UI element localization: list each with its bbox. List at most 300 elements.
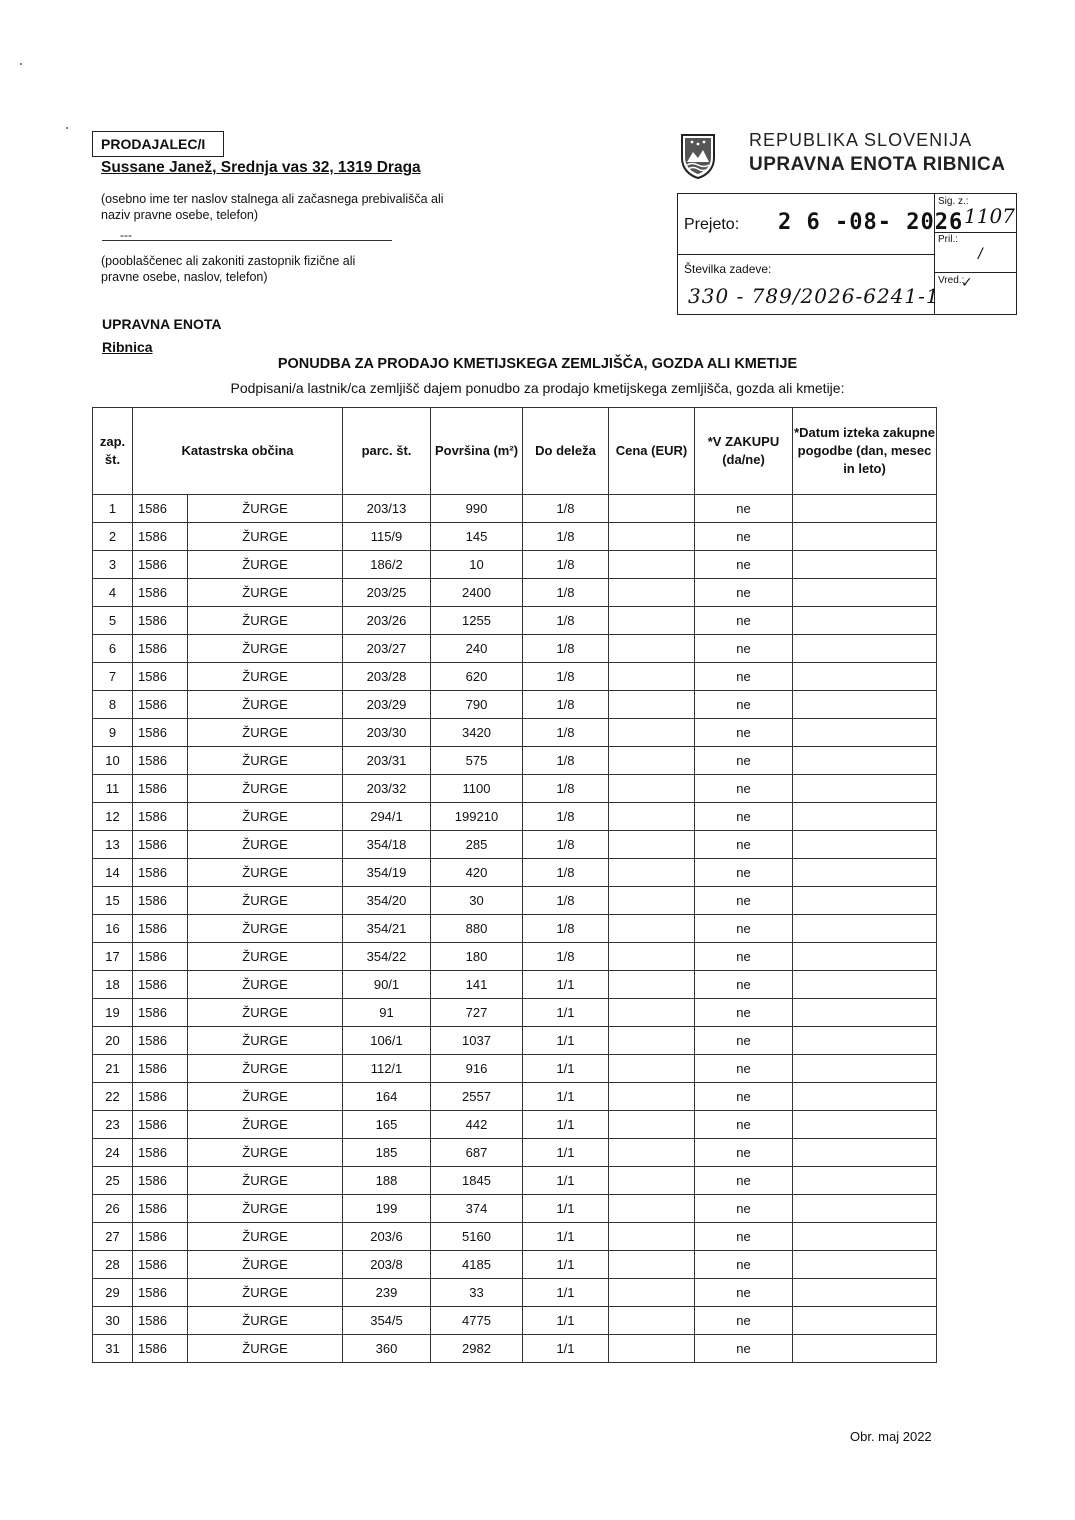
row-number: 8: [93, 691, 133, 719]
ownership-share: 1/8: [523, 579, 609, 607]
row-number: 3: [93, 551, 133, 579]
table-row: [93, 971, 937, 999]
representative-hint-line-2: pravne osebe, naslov, telefon): [101, 270, 268, 284]
parcel-area: 3420: [431, 719, 523, 747]
lease-end-date: [793, 1139, 937, 1167]
header-share: Do deleža: [523, 408, 609, 495]
ownership-share: 1/8: [523, 523, 609, 551]
price-cell: [609, 1335, 695, 1363]
cadastral-name: ŽURGE: [188, 1027, 343, 1055]
representative-value: ---: [120, 228, 132, 242]
table-row: [93, 579, 937, 607]
table-row: [93, 691, 937, 719]
ownership-share: 1/8: [523, 635, 609, 663]
price-cell: [609, 887, 695, 915]
lease-status: ne: [695, 1139, 793, 1167]
row-number: 5: [93, 607, 133, 635]
parcel-area: 1845: [431, 1167, 523, 1195]
parcel-number: 203/8: [343, 1251, 431, 1279]
parcel-area: 990: [431, 495, 523, 523]
row-number: 10: [93, 747, 133, 775]
lease-end-date: [793, 1167, 937, 1195]
cadastral-code: 1586: [133, 1195, 188, 1223]
ownership-share: 1/1: [523, 1167, 609, 1195]
lease-status: ne: [695, 859, 793, 887]
cadastral-name: ŽURGE: [188, 887, 343, 915]
parcel-number: 203/30: [343, 719, 431, 747]
lease-end-date: [793, 803, 937, 831]
cadastral-code: 1586: [133, 943, 188, 971]
cadastral-name: ŽURGE: [188, 691, 343, 719]
lease-status: ne: [695, 887, 793, 915]
lease-end-date: [793, 1027, 937, 1055]
header-lease-end: *Datum izteka zakupne pogodbe (dan, mesec in leto): [793, 408, 937, 495]
price-cell: [609, 1251, 695, 1279]
cadastral-code: 1586: [133, 551, 188, 579]
cadastral-name: ŽURGE: [188, 551, 343, 579]
ownership-share: 1/1: [523, 971, 609, 999]
row-number: 11: [93, 775, 133, 803]
parcel-area: 4775: [431, 1307, 523, 1335]
table-row: [93, 915, 937, 943]
cadastral-code: 1586: [133, 1139, 188, 1167]
table-row: [93, 1223, 937, 1251]
ownership-share: 1/8: [523, 495, 609, 523]
scan-speck: [66, 127, 68, 129]
price-cell: [609, 803, 695, 831]
value-label: Vred.:: [938, 275, 965, 286]
cadastral-code: 1586: [133, 859, 188, 887]
price-cell: [609, 747, 695, 775]
ownership-share: 1/8: [523, 831, 609, 859]
row-number: 19: [93, 999, 133, 1027]
parcel-number: 203/31: [343, 747, 431, 775]
lease-status: ne: [695, 551, 793, 579]
lease-status: ne: [695, 1111, 793, 1139]
lease-status: ne: [695, 971, 793, 999]
lease-end-date: [793, 495, 937, 523]
table-row: [93, 523, 937, 551]
price-cell: [609, 1167, 695, 1195]
lease-end-date: [793, 579, 937, 607]
parcel-area: 727: [431, 999, 523, 1027]
row-number: 14: [93, 859, 133, 887]
representative-hint: [101, 253, 355, 285]
ownership-share: 1/1: [523, 1195, 609, 1223]
parcel-area: 420: [431, 859, 523, 887]
price-cell: [609, 719, 695, 747]
cadastral-name: ŽURGE: [188, 915, 343, 943]
lease-status: ne: [695, 915, 793, 943]
parcel-area: 1100: [431, 775, 523, 803]
lease-status: ne: [695, 1055, 793, 1083]
price-cell: [609, 663, 695, 691]
price-cell: [609, 999, 695, 1027]
table-row: [93, 859, 937, 887]
addressee-label: UPRAVNA ENOTA: [102, 316, 222, 332]
cadastral-name: ŽURGE: [188, 495, 343, 523]
cadastral-name: ŽURGE: [188, 579, 343, 607]
ownership-share: 1/1: [523, 1055, 609, 1083]
lease-status: ne: [695, 999, 793, 1027]
row-number: 4: [93, 579, 133, 607]
lease-end-date: [793, 1223, 937, 1251]
lease-status: ne: [695, 1335, 793, 1363]
parcel-number: 354/5: [343, 1307, 431, 1335]
lease-status: ne: [695, 747, 793, 775]
lease-status: ne: [695, 1083, 793, 1111]
row-number: 21: [93, 1055, 133, 1083]
parcel-number: 199: [343, 1195, 431, 1223]
lease-end-date: [793, 551, 937, 579]
cadastral-code: 1586: [133, 495, 188, 523]
price-cell: [609, 607, 695, 635]
lease-status: ne: [695, 1223, 793, 1251]
ownership-share: 1/1: [523, 1027, 609, 1055]
seller-name-hint-line-2: naziv pravne osebe, telefon): [101, 208, 259, 222]
value-check-mark: ✓: [961, 274, 973, 290]
cadastral-code: 1586: [133, 971, 188, 999]
ownership-share: 1/8: [523, 663, 609, 691]
parcel-area: 199210: [431, 803, 523, 831]
parcel-number: 203/27: [343, 635, 431, 663]
form-title: PONUDBA ZA PRODAJO KMETIJSKEGA ZEMLJIŠČA, GOZDA ALI KMETIJE: [277, 356, 798, 372]
price-cell: [609, 635, 695, 663]
administrative-unit-name: UPRAVNA ENOTA RIBNICA: [749, 154, 1006, 175]
table-row: [93, 635, 937, 663]
cadastral-name: ŽURGE: [188, 971, 343, 999]
lease-status: ne: [695, 803, 793, 831]
attachments-value: /: [978, 246, 983, 263]
row-number: 28: [93, 1251, 133, 1279]
price-cell: [609, 971, 695, 999]
row-number: 6: [93, 635, 133, 663]
parcel-number: 203/25: [343, 579, 431, 607]
parcel-area: 2400: [431, 579, 523, 607]
attachments-label: Pril.:: [938, 234, 958, 245]
parcel-area: 141: [431, 971, 523, 999]
price-cell: [609, 943, 695, 971]
ownership-share: 1/8: [523, 859, 609, 887]
lease-status: ne: [695, 1195, 793, 1223]
parcel-number: 203/29: [343, 691, 431, 719]
stamp-divider: [678, 254, 934, 255]
table-row: [93, 887, 937, 915]
table-header-row: [93, 408, 937, 495]
parcel-area: 880: [431, 915, 523, 943]
ownership-share: 1/1: [523, 1251, 609, 1279]
coat-of-arms-icon: [679, 132, 717, 180]
table-row: [93, 775, 937, 803]
cadastral-code: 1586: [133, 1279, 188, 1307]
seller-name-hint: [101, 191, 444, 223]
row-number: 25: [93, 1167, 133, 1195]
parcel-area: 575: [431, 747, 523, 775]
cadastral-name: ŽURGE: [188, 1055, 343, 1083]
row-number: 15: [93, 887, 133, 915]
parcel-number: 165: [343, 1111, 431, 1139]
case-number: 330 - 789/2026-6241-1: [688, 284, 940, 308]
parcel-number: 354/20: [343, 887, 431, 915]
cadastral-name: ŽURGE: [188, 1307, 343, 1335]
cadastral-name: ŽURGE: [188, 775, 343, 803]
cadastral-name: ŽURGE: [188, 1167, 343, 1195]
cadastral-code: 1586: [133, 607, 188, 635]
lease-status: ne: [695, 719, 793, 747]
parcel-number: 164: [343, 1083, 431, 1111]
lease-end-date: [793, 663, 937, 691]
parcel-table: [92, 407, 937, 1363]
parcel-area: 790: [431, 691, 523, 719]
cadastral-name: ŽURGE: [188, 663, 343, 691]
addressee-name: Ribnica: [102, 339, 153, 355]
ownership-share: 1/8: [523, 719, 609, 747]
lease-status: ne: [695, 775, 793, 803]
lease-end-date: [793, 747, 937, 775]
header-cadastral: Katastrska občina: [133, 408, 343, 495]
case-number-label: Številka zadeve:: [684, 262, 772, 276]
cadastral-name: ŽURGE: [188, 607, 343, 635]
parcel-area: 442: [431, 1111, 523, 1139]
row-number: 31: [93, 1335, 133, 1363]
ownership-share: 1/1: [523, 1111, 609, 1139]
lease-end-date: [793, 831, 937, 859]
lease-end-date: [793, 1279, 937, 1307]
stamp-divider: [934, 272, 1016, 273]
header-parcel: parc. št.: [343, 408, 431, 495]
cadastral-name: ŽURGE: [188, 943, 343, 971]
lease-end-date: [793, 999, 937, 1027]
parcel-number: 203/13: [343, 495, 431, 523]
cadastral-name: ŽURGE: [188, 1083, 343, 1111]
ownership-share: 1/8: [523, 915, 609, 943]
parcel-number: 186/2: [343, 551, 431, 579]
cadastral-code: 1586: [133, 523, 188, 551]
cadastral-name: ŽURGE: [188, 831, 343, 859]
lease-end-date: [793, 915, 937, 943]
parcel-area: 5160: [431, 1223, 523, 1251]
table-row: [93, 551, 937, 579]
seller-name-address: Sussane Janež, Srednja vas 32, 1319 Draga: [101, 159, 421, 176]
ownership-share: 1/8: [523, 887, 609, 915]
cadastral-code: 1586: [133, 635, 188, 663]
parcel-number: 203/28: [343, 663, 431, 691]
lease-end-date: [793, 971, 937, 999]
header-price: Cena (EUR): [609, 408, 695, 495]
row-number: 29: [93, 1279, 133, 1307]
parcel-area: 2557: [431, 1083, 523, 1111]
lease-end-date: [793, 943, 937, 971]
cadastral-name: ŽURGE: [188, 1251, 343, 1279]
parcel-area: 30: [431, 887, 523, 915]
lease-status: ne: [695, 663, 793, 691]
cadastral-code: 1586: [133, 579, 188, 607]
lease-end-date: [793, 523, 937, 551]
lease-status: ne: [695, 635, 793, 663]
form-subtitle: Podpisani/a lastnik/ca zemljišč dajem ponudbo za prodajo kmetijskega zemljišča, gozda ali kmetije:: [230, 380, 845, 396]
parcel-area: 33: [431, 1279, 523, 1307]
parcel-area: 180: [431, 943, 523, 971]
sig-label: Sig. z.:: [938, 196, 969, 207]
cadastral-code: 1586: [133, 1055, 188, 1083]
row-number: 9: [93, 719, 133, 747]
lease-end-date: [793, 1195, 937, 1223]
cadastral-name: ŽURGE: [188, 747, 343, 775]
table-row: [93, 747, 937, 775]
row-number: 27: [93, 1223, 133, 1251]
lease-status: ne: [695, 1167, 793, 1195]
lease-status: ne: [695, 943, 793, 971]
representative-line: [102, 240, 392, 241]
parcel-number: 90/1: [343, 971, 431, 999]
price-cell: [609, 1279, 695, 1307]
table-row: [93, 663, 937, 691]
parcel-area: 620: [431, 663, 523, 691]
parcel-number: 294/1: [343, 803, 431, 831]
cadastral-name: ŽURGE: [188, 1111, 343, 1139]
ownership-share: 1/8: [523, 607, 609, 635]
table-row: [93, 607, 937, 635]
row-number: 23: [93, 1111, 133, 1139]
ownership-share: 1/8: [523, 551, 609, 579]
parcel-area: 1037: [431, 1027, 523, 1055]
parcel-number: 91: [343, 999, 431, 1027]
row-number: 16: [93, 915, 133, 943]
cadastral-code: 1586: [133, 719, 188, 747]
seller-name-hint-line-1: (osebno ime ter naslov stalnega ali začasnega prebivališča ali: [101, 192, 444, 206]
lease-end-date: [793, 1251, 937, 1279]
ownership-share: 1/8: [523, 691, 609, 719]
row-number: 22: [93, 1083, 133, 1111]
lease-status: ne: [695, 691, 793, 719]
table-row: [93, 1111, 937, 1139]
table-row: [93, 1335, 937, 1363]
header-area: Površina (m²): [431, 408, 523, 495]
price-cell: [609, 1055, 695, 1083]
cadastral-code: 1586: [133, 747, 188, 775]
lease-status: ne: [695, 1279, 793, 1307]
row-number: 2: [93, 523, 133, 551]
ownership-share: 1/1: [523, 1335, 609, 1363]
row-number: 13: [93, 831, 133, 859]
parcel-number: 360: [343, 1335, 431, 1363]
table-row: [93, 1251, 937, 1279]
parcel-area: 10: [431, 551, 523, 579]
price-cell: [609, 859, 695, 887]
cadastral-code: 1586: [133, 1223, 188, 1251]
lease-end-date: [793, 607, 937, 635]
cadastral-code: 1586: [133, 915, 188, 943]
parcel-area: 285: [431, 831, 523, 859]
ownership-share: 1/1: [523, 1083, 609, 1111]
cadastral-name: ŽURGE: [188, 523, 343, 551]
received-date: 2 6 -08- 2026: [778, 210, 964, 235]
cadastral-name: ŽURGE: [188, 803, 343, 831]
cadastral-code: 1586: [133, 887, 188, 915]
row-number: 24: [93, 1139, 133, 1167]
parcel-number: 188: [343, 1167, 431, 1195]
ownership-share: 1/1: [523, 1279, 609, 1307]
price-cell: [609, 1307, 695, 1335]
row-number: 26: [93, 1195, 133, 1223]
table-row: [93, 1167, 937, 1195]
cadastral-name: ŽURGE: [188, 719, 343, 747]
cadastral-name: ŽURGE: [188, 859, 343, 887]
table-row: [93, 1083, 937, 1111]
form-version: Obr. maj 2022: [850, 1429, 932, 1444]
table-row: [93, 1279, 937, 1307]
table-row: [93, 495, 937, 523]
parcel-number: 106/1: [343, 1027, 431, 1055]
cadastral-code: 1586: [133, 691, 188, 719]
received-label: Prejeto:: [684, 216, 740, 233]
lease-status: ne: [695, 1251, 793, 1279]
row-number: 30: [93, 1307, 133, 1335]
cadastral-name: ŽURGE: [188, 1279, 343, 1307]
lease-status: ne: [695, 607, 793, 635]
row-number: 12: [93, 803, 133, 831]
parcel-number: 354/19: [343, 859, 431, 887]
cadastral-code: 1586: [133, 1307, 188, 1335]
cadastral-code: 1586: [133, 1111, 188, 1139]
row-number: 17: [93, 943, 133, 971]
ownership-share: 1/1: [523, 1223, 609, 1251]
cadastral-code: 1586: [133, 1251, 188, 1279]
parcel-area: 687: [431, 1139, 523, 1167]
parcel-number: 354/21: [343, 915, 431, 943]
ownership-share: 1/8: [523, 803, 609, 831]
parcel-number: 203/6: [343, 1223, 431, 1251]
row-number: 18: [93, 971, 133, 999]
cadastral-code: 1586: [133, 999, 188, 1027]
ownership-share: 1/8: [523, 943, 609, 971]
parcel-area: 240: [431, 635, 523, 663]
table-row: [93, 1055, 937, 1083]
parcel-number: 354/22: [343, 943, 431, 971]
table-row: [93, 831, 937, 859]
ownership-share: 1/1: [523, 1139, 609, 1167]
lease-status: ne: [695, 579, 793, 607]
cadastral-name: ŽURGE: [188, 1139, 343, 1167]
parcel-area: 145: [431, 523, 523, 551]
cadastral-name: ŽURGE: [188, 1335, 343, 1363]
seller-heading: PRODAJALEC/I: [92, 131, 224, 157]
table-row: [93, 999, 937, 1027]
header-no: zap. št.: [93, 408, 133, 495]
price-cell: [609, 831, 695, 859]
row-number: 7: [93, 663, 133, 691]
table-row: [93, 803, 937, 831]
lease-status: ne: [695, 1307, 793, 1335]
lease-end-date: [793, 859, 937, 887]
price-cell: [609, 1111, 695, 1139]
table-row: [93, 943, 937, 971]
lease-end-date: [793, 1111, 937, 1139]
ownership-share: 1/8: [523, 747, 609, 775]
table-row: [93, 1027, 937, 1055]
price-cell: [609, 1139, 695, 1167]
row-number: 20: [93, 1027, 133, 1055]
price-cell: [609, 1027, 695, 1055]
parcel-area: 916: [431, 1055, 523, 1083]
cadastral-code: 1586: [133, 1027, 188, 1055]
parcel-area: 2982: [431, 1335, 523, 1363]
price-cell: [609, 579, 695, 607]
lease-end-date: [793, 1335, 937, 1363]
lease-status: ne: [695, 523, 793, 551]
lease-status: ne: [695, 1027, 793, 1055]
table-row: [93, 1139, 937, 1167]
